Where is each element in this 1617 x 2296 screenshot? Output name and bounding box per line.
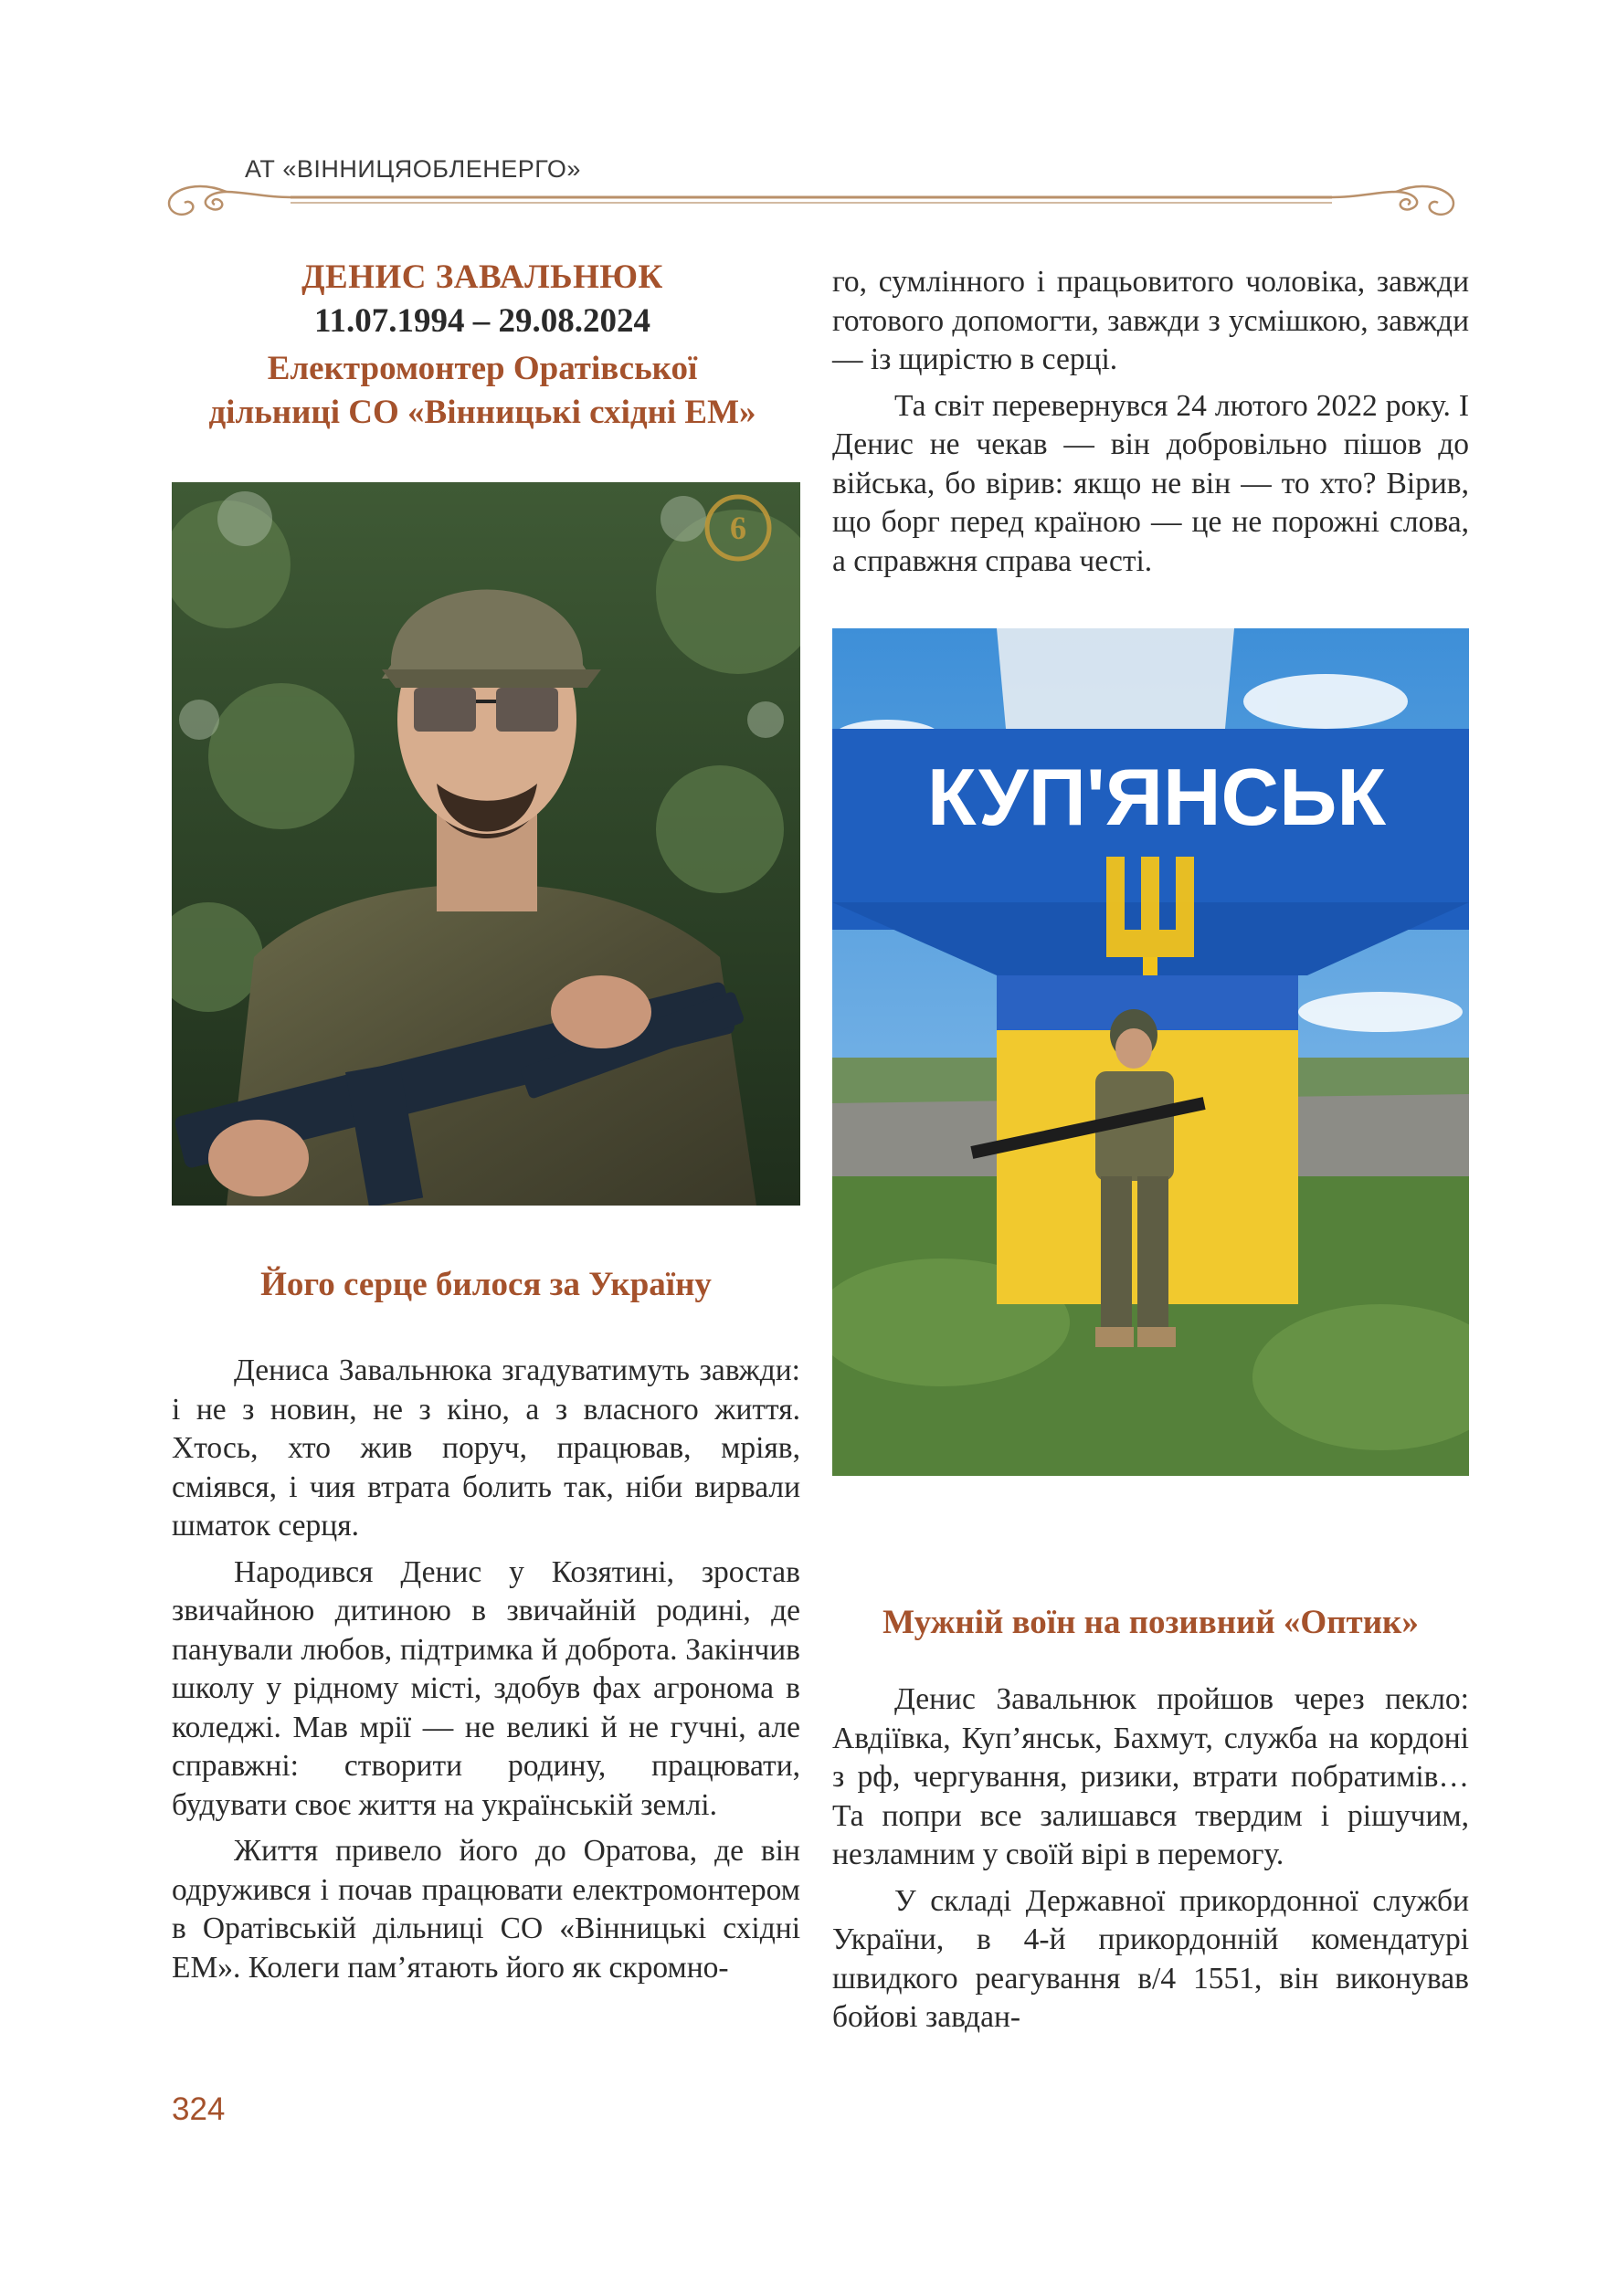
left-column-text [172, 1352, 800, 1995]
svg-text:6: 6 [730, 510, 746, 546]
paragraph: Та світ перевернувся 24 лютого 2022 року. І Денис не чекав — він добровільно пішов до війська, бо вірив: якщо не він — то хто? Вірив, що борг перед країною — це не порожні слова, а справжня справа честі. [832, 388, 1469, 578]
paragraph: го, сумлінного і працьовитого чоловіка, завжди готового допомогти, завжди з усмішкою, завжди — із щирістю в серці. [832, 265, 1469, 376]
running-header: АТ «ВІННИЦЯОБЛЕНЕРГО» [245, 155, 581, 183]
paragraph: Дениса Завальнюка згадуватимуть завжди: і не з новин, не з кіно, а з власного життя. Хтось, хто жив поруч, працював, мріяв, сміявся, і чия втрата болить так, ніби вирвали шматок серця. [172, 1353, 800, 1543]
memorial-dates: 11.07.1994 – 29.08.2024 [314, 302, 650, 340]
header-ornament [163, 172, 1460, 226]
portrait-photo [172, 482, 800, 1206]
position-line-1: Електромонтер Оратівської [267, 350, 698, 387]
right-column-top-text [832, 263, 1469, 588]
section-heading-heart: Його серце билося за Україну [260, 1266, 712, 1303]
memorial-position [172, 347, 793, 435]
kupiansk-sign-photo [832, 628, 1469, 1476]
paragraph: У складі Державної прикордонної служби України, в 4-й прикордонній комендатурі швидкого реагування в/4 1551, він виконував бойові завдан- [832, 1883, 1469, 2034]
position-line-2: дільниці СО «Вінницькі східні ЕМ» [208, 394, 756, 431]
paragraph: Народився Денис у Козятині, зростав звичайною дитиною в звичайній родині, де панували любов, підтримка й доброта. Закінчив школу у рідному місті, здобув фах агронома в коледжі. Мав мрії — не великі й не гучні, але справжні: створити родину, працювати, будувати своє життя на українській землі. [172, 1554, 800, 1822]
paragraph: Життя привело його до Оратова, де він одружився і почав працювати електромонтером в Оратівській дільниці СО «Вінницькі східні ЕМ». Колеги пам’ятають його як скромно- [172, 1834, 800, 1985]
right-column-bottom-text [832, 1680, 1469, 2045]
sign-text: КУП'ЯНСЬК [926, 752, 1387, 842]
memorial-name: ДЕНИС ЗАВАЛЬНЮК [301, 258, 663, 296]
page-number: 324 [172, 2091, 226, 2127]
paragraph: Денис Завальнюк пройшов через пекло: Авдіївка, Куп’янськ, Бахмут, служба на кордоні з рф, чергування, ризики, втрати побратимів… Та попри все залишався твердим і рішучим, незламним у своїй вірі в перемогу. [832, 1682, 1469, 1871]
section-heading-optic: Мужній воїн на позивний «Оптик» [882, 1604, 1419, 1641]
